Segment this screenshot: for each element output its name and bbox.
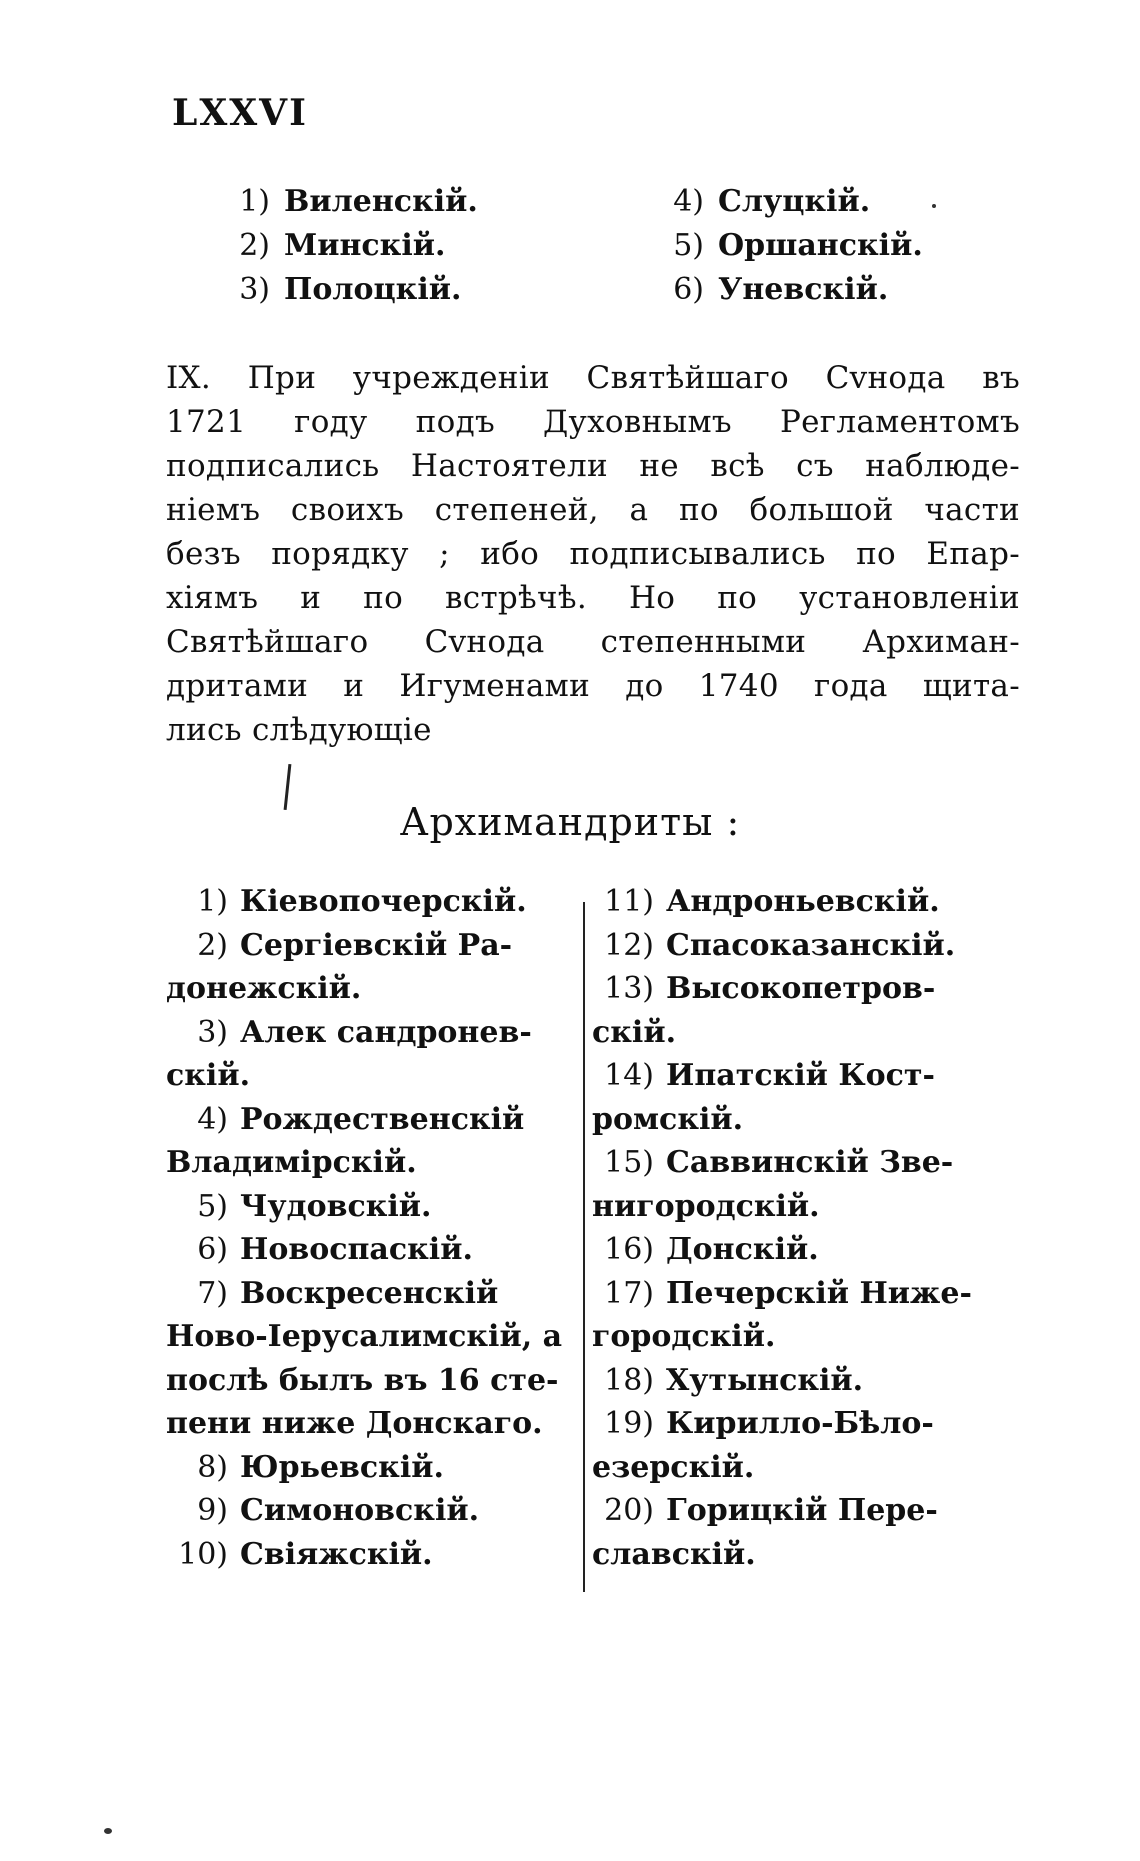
item-text: Ипатскій Кост-	[666, 1058, 935, 1093]
list-item	[592, 1054, 1012, 1141]
item-number: 6)	[673, 272, 704, 307]
item-number: 6)	[197, 1232, 228, 1267]
item-number: 10)	[178, 1536, 228, 1572]
item-number: 17)	[604, 1275, 654, 1311]
diocese-item	[642, 180, 923, 224]
diocese-item	[208, 180, 478, 224]
entry-first-line	[166, 1098, 576, 1142]
entry-first-line	[166, 1272, 576, 1316]
list-item	[592, 967, 1012, 1054]
item-number: 4)	[673, 184, 704, 219]
item-text: Саввинскій Зве-	[666, 1145, 954, 1180]
entry-first-line	[592, 1402, 1012, 1446]
diocese-list-left	[208, 180, 478, 312]
item-number: 9)	[197, 1493, 228, 1528]
item-number: 5)	[197, 1188, 228, 1224]
entry-first-line	[166, 1011, 576, 1055]
item-text: Сергіевскій Ра-	[240, 927, 513, 963]
item-number: 4)	[197, 1101, 228, 1137]
paragraph-line: дритами и Игуменами до 1740 года щита-	[166, 668, 1020, 704]
item-continuation: пени ниже Донскаго.	[166, 1406, 543, 1441]
list-item	[592, 880, 1012, 924]
item-name: Уневскій.	[718, 272, 889, 307]
diocese-item	[208, 224, 478, 268]
item-number: 19)	[604, 1406, 654, 1441]
item-name: Полоцкій.	[284, 272, 462, 307]
paragraph-line: Святѣйшаго Сvнода степенными Архиман-	[166, 624, 1020, 660]
item-number: 1)	[239, 184, 270, 219]
item-number: 18)	[604, 1362, 654, 1398]
diocese-item	[642, 268, 923, 312]
entry-first-line	[592, 1272, 1012, 1316]
item-number: 11)	[604, 884, 654, 919]
list-item	[592, 1489, 1012, 1576]
item-number: 20)	[604, 1493, 654, 1528]
paragraph-line: 1721 году подъ Духовнымъ Регламентомъ	[166, 404, 1020, 440]
item-name: Виленскій.	[284, 184, 478, 219]
item-number: 5)	[673, 228, 704, 263]
entry-first-line	[592, 924, 1012, 968]
entry-first-line	[592, 880, 1012, 924]
item-continuation: езерскій.	[592, 1449, 755, 1485]
item-text: Свіяжскій.	[240, 1536, 433, 1572]
entry-first-line	[166, 1446, 576, 1490]
paragraph-line: хіямъ и по встрѣчѣ. Но по установленіи	[166, 580, 1020, 616]
ink-speck	[932, 204, 936, 208]
item-text: Кіевопочерскій.	[240, 884, 527, 919]
item-text: Новоспаскій.	[240, 1232, 473, 1267]
archimandrite-list-left	[166, 880, 576, 1576]
column-divider	[583, 902, 585, 1592]
item-text: Хутынскій.	[666, 1362, 864, 1398]
paragraph-line: подписались Настоятели не всѣ съ наблюде-	[166, 448, 1020, 484]
list-item	[592, 1272, 1012, 1359]
item-text: Спасоказанскій.	[666, 927, 956, 963]
item-number: 14)	[604, 1058, 654, 1093]
item-text: Донскій.	[666, 1232, 819, 1267]
entry-first-line	[592, 1228, 1012, 1272]
item-text: Воскресенскій	[240, 1275, 499, 1311]
entry-first-line	[592, 967, 1012, 1011]
item-continuation: славскій.	[592, 1536, 756, 1572]
list-item	[166, 1533, 576, 1577]
item-number: 15)	[604, 1145, 654, 1180]
item-text: Печерскій Ниже-	[666, 1275, 972, 1311]
item-continuation: Владимірскій.	[166, 1145, 417, 1180]
entry-first-line	[592, 1359, 1012, 1403]
entry-first-line	[166, 1489, 576, 1533]
list-item	[166, 1272, 576, 1446]
list-item	[592, 1228, 1012, 1272]
list-item	[592, 1359, 1012, 1403]
item-text: Чудовскій.	[240, 1188, 432, 1224]
entry-first-line	[592, 1054, 1012, 1098]
paragraph-line: IX. При учрежденіи Святѣйшаго Сvнода въ	[166, 360, 1020, 396]
item-number: 1)	[197, 884, 228, 919]
paragraph-line: лись слѣдующіе	[166, 712, 432, 748]
list-item	[166, 1098, 576, 1185]
item-continuation: послѣ былъ въ 16 сте-	[166, 1362, 559, 1398]
item-number: 12)	[604, 927, 654, 963]
item-name: Минскій.	[284, 228, 446, 263]
list-item	[166, 1185, 576, 1229]
list-item	[592, 1402, 1012, 1489]
item-continuation: Ново-Іерусалимскій, а	[166, 1319, 563, 1354]
item-continuation: нигородскій.	[592, 1188, 820, 1224]
entry-first-line	[592, 1489, 1012, 1533]
item-continuation: городскій.	[592, 1319, 776, 1354]
list-item	[166, 1489, 576, 1533]
archimandrite-list-right	[592, 880, 1012, 1576]
item-continuation: ромскій.	[592, 1101, 744, 1137]
diocese-item	[208, 268, 478, 312]
paragraph-line: ніемъ своихъ степеней, а по большой части	[166, 492, 1020, 528]
item-number: 3)	[197, 1014, 228, 1050]
entry-first-line	[166, 1185, 576, 1229]
item-number: 2)	[239, 228, 270, 263]
item-continuation: донежскій.	[166, 971, 362, 1006]
paragraph-line: безъ порядку ; ибо подписывались по Епар-	[166, 536, 1020, 572]
page-number: LXXVI	[172, 92, 308, 134]
item-text: Юрьевскій.	[240, 1449, 444, 1485]
item-text: Андроньевскій.	[666, 884, 940, 919]
item-number: 16)	[604, 1232, 654, 1267]
list-item	[166, 880, 576, 924]
item-number: 13)	[604, 971, 654, 1006]
entry-first-line	[166, 1228, 576, 1272]
item-name: Слуцкій.	[718, 184, 871, 219]
entry-first-line	[592, 1141, 1012, 1185]
list-item	[166, 1011, 576, 1098]
list-item	[592, 924, 1012, 968]
item-text: Алек сандронев-	[240, 1014, 532, 1050]
list-item	[592, 1141, 1012, 1228]
item-number: 8)	[197, 1449, 228, 1485]
item-text: Рождественскій	[240, 1101, 525, 1137]
entry-first-line	[166, 880, 576, 924]
item-number: 3)	[239, 272, 270, 307]
item-text: Симоновскій.	[240, 1493, 480, 1528]
list-item	[166, 1228, 576, 1272]
item-text: Высокопетров-	[666, 971, 936, 1006]
section-heading: Архимандриты :	[399, 800, 741, 844]
item-number: 2)	[197, 927, 228, 963]
diocese-item	[642, 224, 923, 268]
diocese-list-right	[642, 180, 923, 312]
item-continuation: скій.	[592, 1014, 677, 1050]
item-continuation: скій.	[166, 1058, 251, 1093]
item-number: 7)	[197, 1275, 228, 1311]
ink-speck	[104, 1828, 112, 1834]
item-text: Кирилло-Бѣло-	[666, 1406, 934, 1441]
body-paragraph	[166, 356, 1020, 752]
item-name: Оршанскій.	[718, 228, 923, 263]
entry-first-line	[166, 924, 576, 968]
entry-first-line	[166, 1533, 576, 1577]
item-text: Горицкій Пере-	[666, 1493, 938, 1528]
list-item	[166, 1446, 576, 1490]
list-item	[166, 924, 576, 1011]
